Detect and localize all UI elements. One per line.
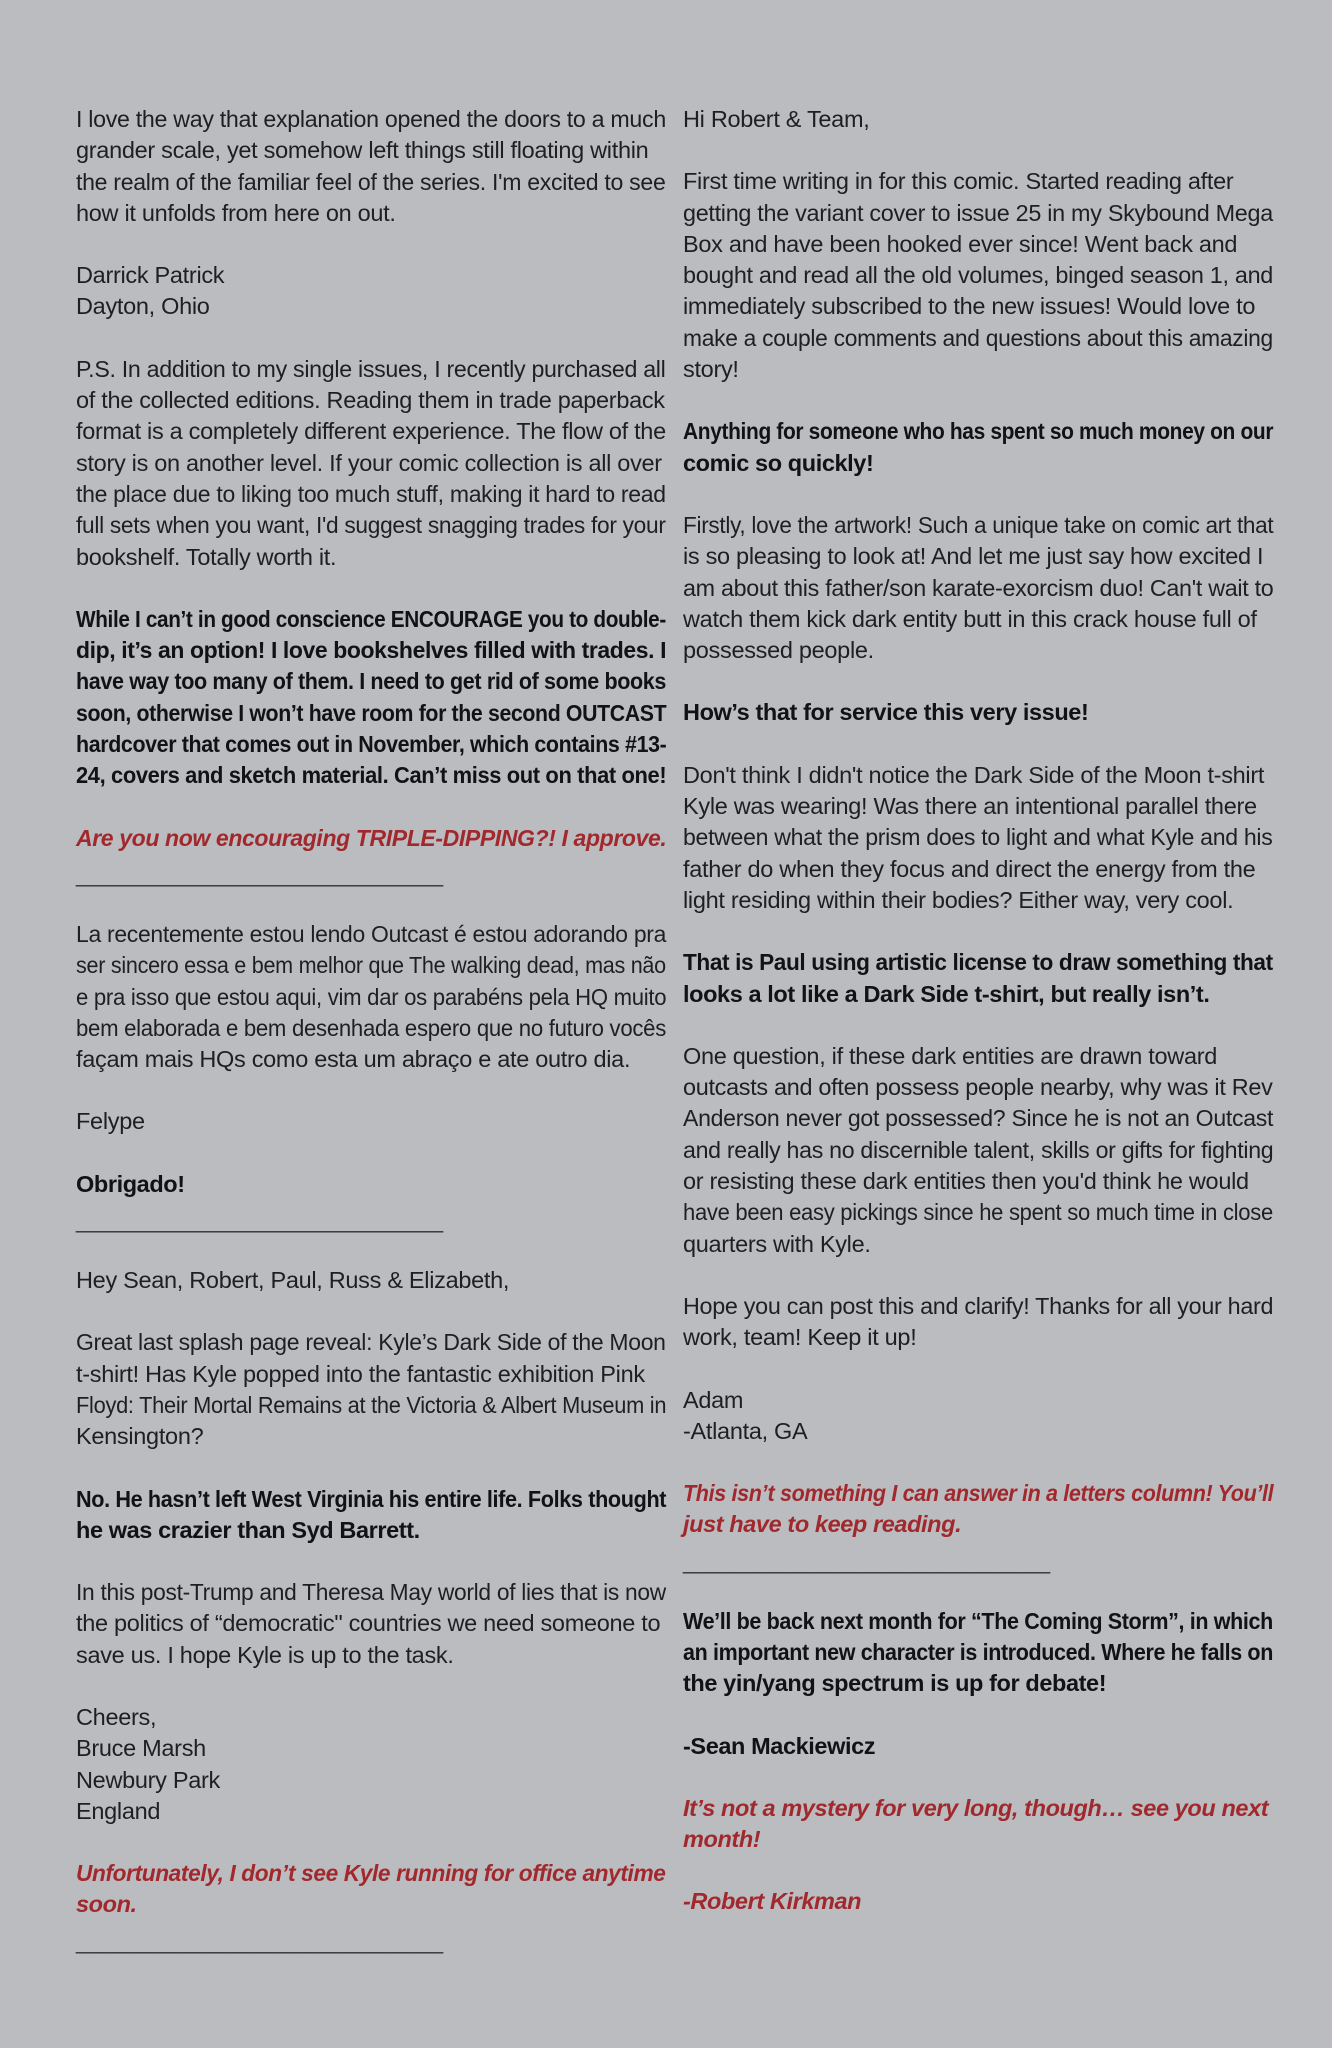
letter-signature: Felype — [76, 1108, 145, 1135]
letter-greeting: Hi Robert & Team, — [683, 106, 870, 132]
letter-paragraph: Hope you can post this and clarify! Thanks for all your hard work, team! Keep it up! — [683, 1292, 1274, 1351]
editor-reply: That is Paul using artistic license to draw something that looks a lot like a Dark Side t-shirt, but really isn’t. — [683, 949, 1273, 1007]
editor-reply: Obrigado! — [76, 1170, 185, 1197]
kirkman-closing: It’s not a mystery for very long, though… see you next month! — [683, 1794, 1269, 1853]
letter-paragraph: First time writing in for this comic. Started reading after getting the variant cover to issue 25 in my Skybound Mega Box and have been hooked ever since! Went back and bought and read all the old volumes, binged season 1, and immediately subscribed to the new issues! Would love to make a couple comments and questions about this amazing story! — [683, 168, 1274, 383]
letter-paragraph: Don't think I didn't notice the Dark Side of the Moon t-shirt Kyle was wearing! Was there an intentional parallel there between what the prism does to light and what Kyle and his father do when they focus and direct the energy from the light residing within their bodies? Either way, very cool. — [683, 761, 1273, 913]
letter-greeting: Hey Sean, Robert, Paul, Russ & Elizabeth, — [76, 1267, 510, 1294]
letter-paragraph: P.S. In addition to my single issues, I recently purchased all of the collected editions. Reading them in trade paperback format is a completely different experience. The flow of the story is on another level. If your comic collection is all over the place due to liking too much stuff, making it hard to read full sets when you want, I'd suggest snagging trades for your bookshelf. Totally worth it. — [76, 355, 666, 570]
kirkman-reply: Unfortunately, I don’t see Kyle running for office anytime soon. — [76, 1860, 666, 1918]
editor-closing: We’ll be back next month for “The Coming Storm”, in which an important new character is introduced. Where he falls on the yin/yang spectrum is up for debate! — [683, 1607, 1273, 1697]
editor-reply: How’s that for service this very issue! — [683, 699, 1089, 726]
letter-paragraph: La recentemente estou lendo Outcast é estou adorando pra ser sincero essa e bem melhor que The walking dead, mas não e pra isso que estou aqui, vim dar os parabéns pela HQ muito bem elaborada e bem desenhada espero que no futuro vocês façam mais HQs como esta um abraço e ate outro dia. — [76, 920, 667, 1073]
separator-line: ______________________________ — [683, 1548, 1051, 1574]
letter-signature: Adam -Atlanta, GA — [683, 1386, 808, 1444]
kirkman-signature: -Robert Kirkman — [683, 1888, 862, 1915]
letter-paragraph: One question, if these dark entities are drawn toward outcasts and often possess people nearby, why was it Rev Anderson never got possessed? Since he is not an Outcast and really has no discernible talent, skills or gifts for fighting or resisting these dark entities then you'd think he would have been easy pickings since he spent so much time in close quarters with Kyle. — [683, 1042, 1274, 1257]
letter-paragraph: In this post-Trump and Theresa May world of lies that is now the politics of “democratic" countries we need someone to save us. I hope Kyle is up to the task. — [76, 1579, 666, 1668]
separator-line: ______________________________ — [76, 1928, 444, 1954]
letter-signature: Cheers, Bruce Marsh Newbury Park England — [76, 1703, 220, 1824]
editor-signature: -Sean Mackiewicz — [683, 1732, 876, 1759]
editor-reply: While I can’t in good conscience ENCOURAGE you to double- dip, it’s an option! I love bookshelves filled with trades. I have way too many of them. I need to get rid of some books soon, otherwise I won’t have room for the second OUTCAST hardcover that comes out in November, which contains #13- 24, covers and sketch material. Can’t miss out on that one! — [76, 605, 667, 789]
editor-reply: Anything for someone who has spent so much money on our comic so quickly! — [683, 418, 1274, 476]
letter-paragraph: Firstly, love the artwork! Such a unique take on comic art that is so pleasing to look at! And let me just say how excited I am about this father/son karate-exorcism duo! Can't wait to watch them kick dark entity butt in this crack house full of possessed people. — [683, 511, 1274, 664]
kirkman-reply: This isn’t something I can answer in a letters column! You’ll just have to keep reading. — [683, 1480, 1274, 1538]
editor-reply: No. He hasn’t left West Virginia his entire life. Folks thought he was crazier than Syd Barrett. — [76, 1485, 667, 1543]
separator-line: ______________________________ — [76, 1208, 444, 1234]
letter-paragraph: Great last splash page reveal: Kyle’s Dark Side of the Moon t-shirt! Has Kyle popped into the fantastic exhibition Pink Floyd: Their Mortal Remains at the Victoria & Albert Museum in Kensington? — [76, 1329, 667, 1450]
letter-paragraph: I love the way that explanation opened the doors to a much grander scale, yet somehow left things still floating within the realm of the familiar feel of the series. I'm excited to see how it unfolds from here on out. — [76, 106, 666, 226]
kirkman-reply: Are you now encouraging TRIPLE-DIPPING?! I approve. — [76, 824, 667, 851]
letter-signature: Darrick Patrick Dayton, Ohio — [76, 262, 225, 320]
separator-line: ______________________________ — [76, 861, 444, 887]
right-column — [683, 104, 1273, 1949]
left-column — [76, 104, 666, 1986]
